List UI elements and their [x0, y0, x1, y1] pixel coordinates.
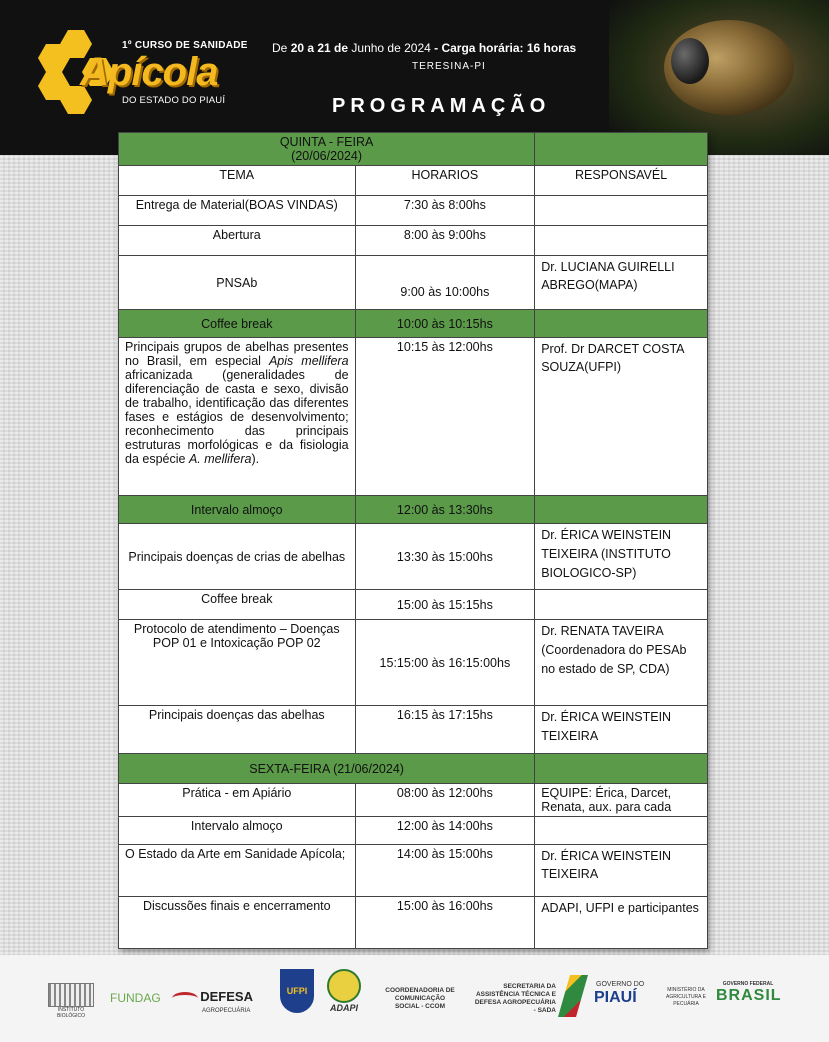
col-tema: TEMA	[119, 166, 356, 196]
row-resp	[535, 226, 708, 256]
col-responsavel: RESPONSAVÉL	[535, 166, 708, 196]
logo-top-text: 1º CURSO DE SANIDADE	[122, 40, 248, 51]
row-resp: Dr. RENATA TAVEIRA (Coordenadora do PESAb no estado de SP, CDA)	[535, 620, 708, 706]
row-hora: 10:00 às 10:15hs	[355, 310, 535, 338]
table-row	[119, 817, 708, 845]
row-tema: Abertura	[119, 226, 356, 256]
row-hora: 10:15 às 12:00hs	[355, 338, 535, 496]
logo-defesa: DEFESA AGROPECUÁRIA	[172, 989, 264, 1014]
row-tema: Coffee break	[119, 590, 356, 620]
schedule-table	[118, 132, 708, 949]
logo-governo-federal: GOVERNO FEDERAL BRASIL	[716, 981, 782, 1004]
row-tema: O Estado da Arte em Sanidade Apícola;	[119, 845, 356, 897]
col-horarios: HORARIOS	[355, 166, 535, 196]
row-tema: Intervalo almoço	[119, 496, 356, 524]
sponsor-footer: INSTITUTO BIOLÓGICO FUNDAG DEFESA AGROPECUÁRIA UFPI ADAPI COORDENADORIA DE COMUNICAÇÃO SOCIAL - CCOM SECRETARIA DA ASSISTÊNCIA TÉCNICA E DEFESA AGROPECUÁRIA - SADA GOVERNO DO PIAUÍ MINISTÉRIO DA AGRICULTURA E PECUÁRIA GOVERNO FEDERAL BRASIL	[0, 955, 829, 1042]
table-row	[119, 524, 708, 590]
logo-instituto-biologico: INSTITUTO BIOLÓGICO	[48, 983, 94, 1019]
row-tema: Coffee break	[119, 310, 356, 338]
page-title: PROGRAMAÇÃO	[332, 95, 551, 117]
row-resp	[535, 817, 708, 845]
table-row	[119, 496, 708, 524]
table-row	[119, 338, 708, 496]
logo-fundag: FUNDAG	[110, 991, 161, 1005]
course-dates: De 20 a 21 de Junho de 2024 - Carga horária: 16 horas	[272, 41, 577, 55]
row-resp	[535, 196, 708, 226]
row-tema: Principais doenças de crias de abelhas	[119, 524, 356, 590]
row-resp	[535, 310, 708, 338]
row-hora: 15:15:00 às 16:15:00hs	[355, 620, 535, 706]
course-logo	[30, 20, 250, 120]
row-resp	[535, 496, 708, 524]
row-resp: Dr. ÉRICA WEINSTEIN TEIXEIRA	[535, 706, 708, 754]
row-hora: 16:15 às 17:15hs	[355, 706, 535, 754]
course-city: TERESINA-PI	[412, 61, 486, 72]
building-icon	[48, 983, 94, 1007]
logo-ministerio: MINISTÉRIO DA AGRICULTURA E PECUÁRIA	[666, 987, 706, 1007]
row-tema: Principais grupos de abelhas presentes no Brasil, em especial Apis mellifera africanizada (generalidades de diferenciação de casta e sexo, divisão de trabalho, identificação das diferentes fases e estágios de desenvolvimento; reconhecimento das principais estruturas morfológicas e da fisiologia da espécie A. mellifera).	[119, 338, 356, 496]
day-header: QUINTA - FEIRA (20/06/2024)	[119, 133, 535, 166]
table-row	[119, 784, 708, 817]
logo-main-text: Apícola	[80, 50, 218, 94]
row-hora: 08:00 às 12:00hs	[355, 784, 535, 817]
row-hora: 7:30 às 8:00hs	[355, 196, 535, 226]
table-row	[119, 590, 708, 620]
row-resp: Dr. ÉRICA WEINSTEIN TEIXEIRA	[535, 845, 708, 897]
day-header-row	[119, 133, 708, 166]
row-tema: Protocolo de atendimento – Doenças POP 01 e Intoxicação POP 02	[119, 620, 356, 706]
table-row	[119, 310, 708, 338]
row-tema: Prática - em Apiário	[119, 784, 356, 817]
day-header: SEXTA-FEIRA (21/06/2024)	[119, 754, 535, 784]
adapi-emblem-icon	[327, 969, 361, 1003]
row-hora: 12:00 às 13:30hs	[355, 496, 535, 524]
table-row	[119, 256, 708, 310]
row-hora: 9:00 às 10:00hs	[355, 256, 535, 310]
row-hora: 12:00 às 14:00hs	[355, 817, 535, 845]
row-hora: 15:00 às 16:00hs	[355, 897, 535, 949]
piaui-flag-icon	[558, 975, 588, 1017]
table-row	[119, 226, 708, 256]
row-tema: Intervalo almoço	[119, 817, 356, 845]
row-resp: Prof. Dr DARCET COSTA SOUZA(UFPI)	[535, 338, 708, 496]
logo-bottom-text: DO ESTADO DO PIAUÍ	[122, 95, 226, 106]
table-row	[119, 845, 708, 897]
logo-ccom: COORDENADORIA DE COMUNICAÇÃO SOCIAL - CCOM	[385, 987, 455, 1010]
table-row	[119, 706, 708, 754]
row-tema: Principais doenças das abelhas	[119, 706, 356, 754]
row-tema: PNSAb	[119, 256, 356, 310]
swoosh-icon	[172, 992, 198, 1005]
day-header-row	[119, 754, 708, 784]
bee-eye	[671, 38, 709, 84]
logo-ufpi: UFPI	[280, 969, 314, 1013]
column-header-row	[119, 166, 708, 196]
row-resp: EQUIPE: Érica, Darcet, Renata, aux. para cada	[535, 784, 708, 817]
row-resp: Dr. ÉRICA WEINSTEIN TEIXEIRA (INSTITUTO BIOLOGICO-SP)	[535, 524, 708, 590]
table-row	[119, 620, 708, 706]
row-tema: Entrega de Material(BOAS VINDAS)	[119, 196, 356, 226]
row-hora: 13:30 às 15:00hs	[355, 524, 535, 590]
row-hora: 8:00 às 9:00hs	[355, 226, 535, 256]
row-hora: 15:00 às 15:15hs	[355, 590, 535, 620]
table-row	[119, 897, 708, 949]
logo-adapi: ADAPI	[324, 969, 364, 1013]
row-hora: 14:00 às 15:00hs	[355, 845, 535, 897]
row-resp: ADAPI, UFPI e participantes	[535, 897, 708, 949]
table-row	[119, 196, 708, 226]
row-tema: Discussões finais e encerramento	[119, 897, 356, 949]
logo-sada: SECRETARIA DA ASSISTÊNCIA TÉCNICA E DEFESA AGROPECUÁRIA - SADA	[474, 983, 556, 1014]
row-resp	[535, 590, 708, 620]
row-resp: Dr. LUCIANA GUIRELLI ABREGO(MAPA)	[535, 256, 708, 310]
